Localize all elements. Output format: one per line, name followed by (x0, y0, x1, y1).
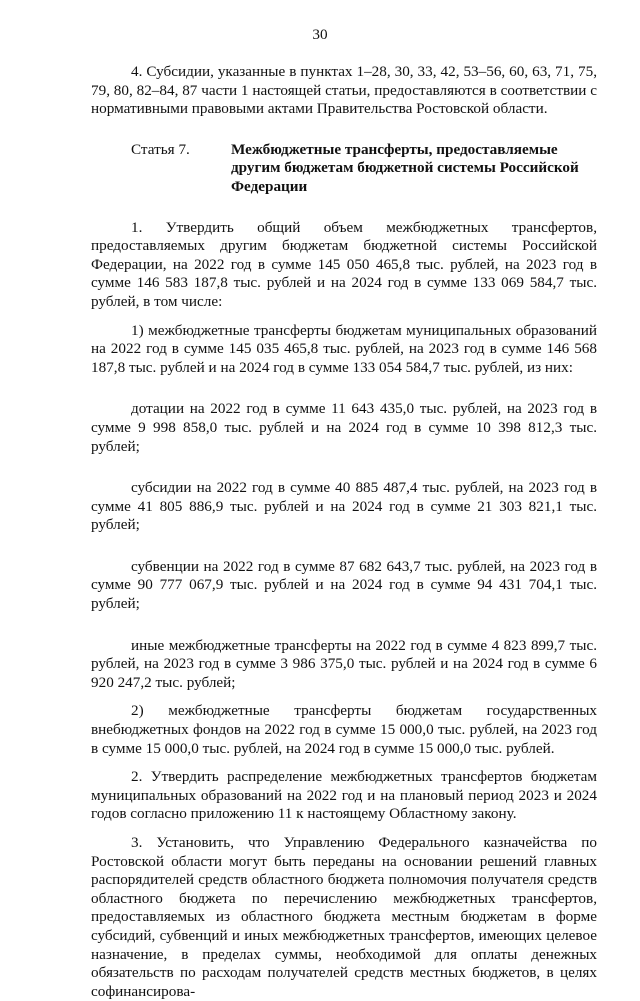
paragraph-subsidii: субсидии на 2022 год в сумме 40 885 487,4 тыс. рублей, на 2023 год в сумме 41 805 886,9 тыс. рублей и на 2024 год в сумме 21 303 821,1 тыс. рублей; (91, 479, 597, 534)
paragraph-article7-3: 3. Установить, что Управлению Федерального казначейства по Ростовской области могут быть переданы на основании решений главных распорядителей средств областного бюджета полномочия получателя средств областного бюджета по перечислению межбюджетных трансфертов, предоставляемых из областного бюджета местным бюджетам в форме субсидий, субвенций и иных межбюджетных трансфертов, имеющих целевое назначение, в пределах суммы, необходимой для оплаты денежных обязательств по расходам получателей средств местных бюджетов, в целях софинансирова- (91, 834, 597, 1000)
paragraph-inye-transfery: иные межбюджетные трансферты на 2022 год в сумме 4 823 899,7 тыс. рублей, на 2023 год в сумме 3 986 375,0 тыс. рублей и на 2024 год в сумме 6 920 247,2 тыс. рублей; (91, 636, 597, 691)
article-title: Межбюджетные трансферты, предоставляемые другим бюджетам бюджетной системы Российской Федерации (231, 140, 579, 195)
paragraph-dotacii: дотации на 2022 год в сумме 11 643 435,0 тыс. рублей, на 2023 год в сумме 9 998 858,0 тыс. рублей и на 2024 год в сумме 10 398 812,3 тыс. рублей; (91, 400, 597, 455)
paragraph-article7-1: 1. Утвердить общий объем межбюджетных трансфертов, предоставляемых другим бюджетам бюджетной системы Российской Федерации, на 2022 год в сумме 145 050 465,8 тыс. рублей, на 2023 год в сумме 146 583 187,8 тыс. рублей и на 2024 год в сумме 133 069 584,7 тыс. рублей, в том числе: (91, 218, 597, 310)
article-7-heading (91, 141, 597, 197)
paragraph-article7-1-2: 2) межбюджетные трансферты бюджетам государственных внебюджетных фондов на 2022 год в сумме 15 000,0 тыс. рублей, на 2023 год в сумме 15 000,0 тыс. рублей, на 2024 год в сумме 15 000,0 тыс. рублей. (91, 702, 597, 757)
paragraph-article7-2: 2. Утвердить распределение межбюджетных трансфертов бюджетам муниципальных образований на 2022 год и на плановый период 2023 и 2024 годов согласно приложению 11 к настоящему Областному закону. (91, 768, 597, 823)
article-label: Статья 7. (131, 140, 190, 158)
paragraph-article7-1-1: 1) межбюджетные трансферты бюджетам муниципальных образований на 2022 год в сумме 145 035 465,8 тыс. рублей, на 2023 год в сумме 146 568 187,8 тыс. рублей и на 2024 год в сумме 133 054 584,7 тыс. рублей, из них: (91, 321, 597, 376)
page-number: 30 (312, 26, 328, 43)
paragraph-subvencii: субвенции на 2022 год в сумме 87 682 643,7 тыс. рублей, на 2023 год в сумме 90 777 067,9 тыс. рублей и на 2024 год в сумме 94 431 704,1 тыс. рублей; (91, 557, 597, 613)
paragraph-subsidies-4: 4. Субсидии, указанные в пунктах 1–28, 30, 33, 42, 53–56, 60, 63, 71, 75, 79, 80, 82–84, 87 части 1 настоящей статьи, предоставляются в соответствии с нормативными правовыми актами Правительства Ростовской области. (91, 63, 597, 118)
document-body (91, 63, 597, 1001)
